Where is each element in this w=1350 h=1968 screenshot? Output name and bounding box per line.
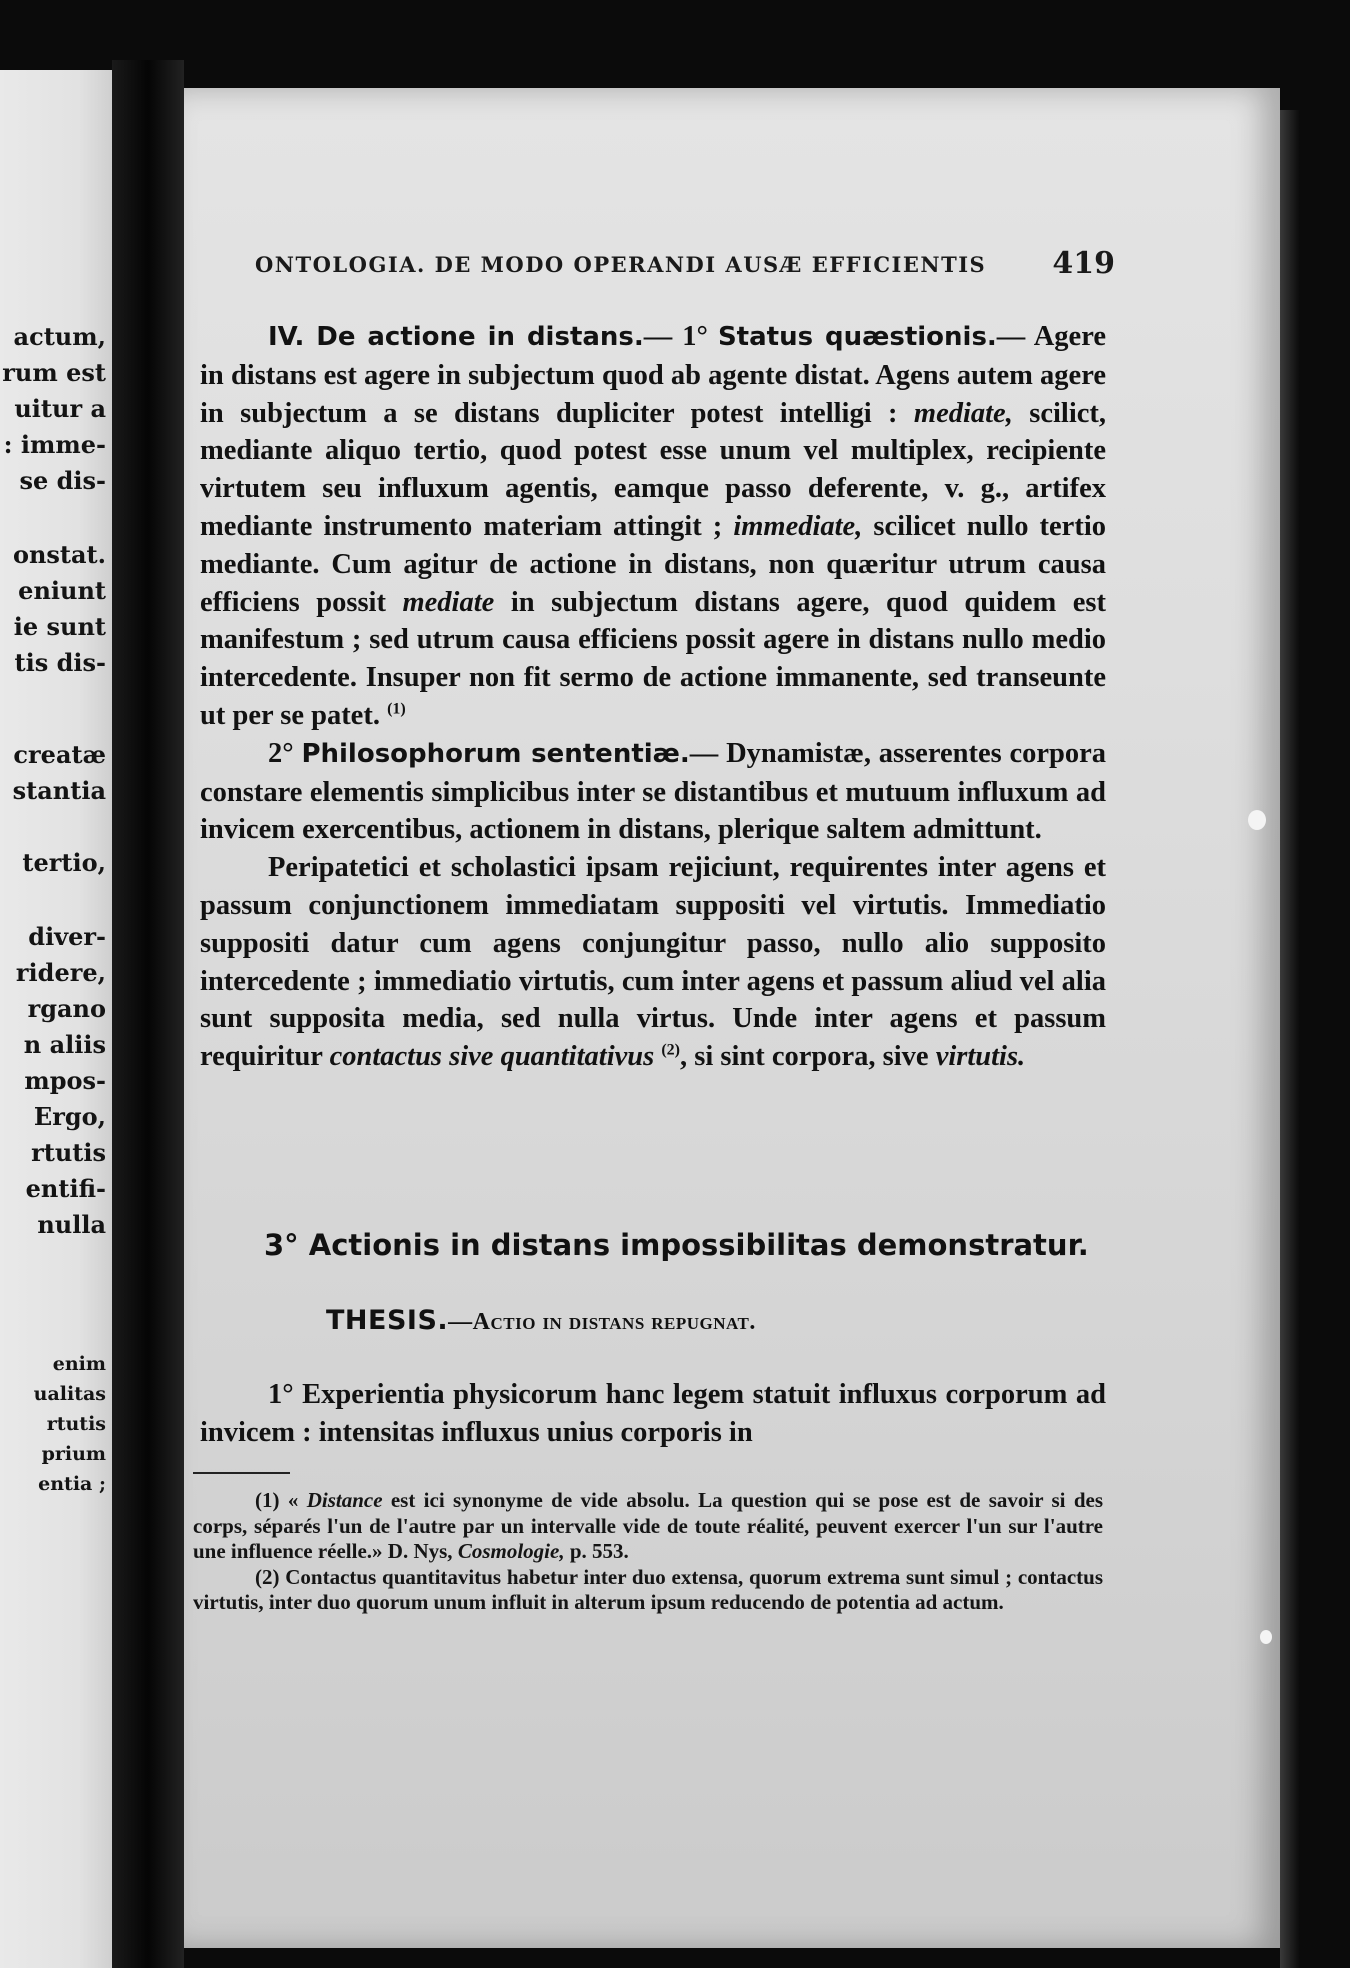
- left-fragment-line: eniunt: [18, 576, 106, 605]
- footnote-2-number: (2): [255, 1564, 280, 1589]
- footnote-2-text: Contactus quantitavitus habetur inter duo extensa, quorum extrema sunt simul ; contactus virtutis, inter duo quorum unum influit in alterum ipsum reducendo de potentia ad actum.: [193, 1564, 1103, 1614]
- footnote-2: [193, 1565, 1103, 1616]
- section-3-number: 3°: [264, 1228, 299, 1262]
- left-fragment-line: enim: [52, 1353, 106, 1375]
- status-quaestionis-heading: Status quæstionis.: [717, 322, 997, 352]
- section-3-title: Actionis in distans impossibilitas demonstratur.: [308, 1228, 1089, 1262]
- left-fragment-line: tis dis-: [14, 648, 106, 677]
- left-fragment-line: rtutis: [31, 1138, 106, 1167]
- left-fragment-line: uitur a: [14, 394, 106, 423]
- left-fragment-line: ie sunt: [13, 612, 106, 641]
- left-fragment-line: Ergo,: [33, 1102, 106, 1131]
- section-iv-sub-number: 1°: [682, 321, 708, 352]
- page-edge-shadow: [1280, 110, 1300, 1968]
- left-fragment-line: prium: [41, 1443, 106, 1465]
- thesis-line: [326, 1305, 1086, 1336]
- left-fragment-line: creatæ: [13, 740, 106, 769]
- footnote-ref-1: (1): [387, 700, 406, 718]
- term-contactus: contactus sive quantitativus: [329, 1041, 655, 1073]
- paper-blemish: [1260, 1630, 1272, 1644]
- left-fragment-line: nulla: [37, 1210, 106, 1239]
- left-page-fragment: [0, 70, 112, 1968]
- section-iv-text: in subjectum distans agere, quod quidem est manifestum ; sed utrum causa efficiens possit agere in distans nullo medio intercedente. Insuper non fit sermo de actione immanente, sed transeunte ut per se patet.: [200, 586, 1106, 731]
- thesis-text: —Actio in distans repugnat.: [448, 1309, 756, 1335]
- peripatetici-text: , si sint corpora, sive: [679, 1041, 936, 1073]
- section-iv-text: scilict, mediante aliquo tertio, quod potest esse unum vel multiplex, recipiente virtutem seu influxum agentis, eamque passo deferente, v. g., artifex mediante instrumento materiam attingit ;: [200, 397, 1106, 542]
- footnote-1-quote: «: [287, 1488, 307, 1512]
- left-fragment-line: diver-: [28, 922, 106, 951]
- footnote-1-text: est ici synonyme de vide absolu. La question qui se pose est de savoir si des corps, séparés l'un de l'autre par un intervalle vide de toute réalité, peuvent exercer l'un sur l'autre une influence réelle.»: [193, 1488, 1104, 1563]
- left-fragment-line: ualitas: [33, 1383, 106, 1405]
- left-fragment-line: actum,: [13, 322, 106, 351]
- footnote-1-term: Distance: [306, 1488, 383, 1512]
- footnote-1-work: Cosmologie,: [457, 1539, 565, 1563]
- section-iv-heading: IV. De actione in distans.: [268, 322, 644, 352]
- experientia-paragraph: [200, 1376, 1106, 1452]
- left-fragment-line: rtutis: [46, 1413, 106, 1435]
- term-mediate: mediate,: [913, 397, 1013, 429]
- footnote-1-author: D. Nys,: [387, 1539, 453, 1563]
- paper-blemish: [1248, 810, 1266, 830]
- thesis-label: THESIS.: [326, 1305, 449, 1336]
- footnote-1: [193, 1488, 1103, 1565]
- left-fragment-line: ridere,: [15, 958, 106, 987]
- term-virtutis: virtutis.: [935, 1041, 1026, 1073]
- term-immediate: immediate,: [733, 510, 863, 542]
- left-fragment-line: rgano: [27, 994, 106, 1023]
- peripatetici-text: Peripatetici et scholastici ipsam rejiciunt, requirentes inter agens et passum conjunctionem immediatam suppositi vel virtutis. Immediatio suppositi datur cum agens conjungitur passo, nullo alio supposito intercedente ; immediatio virtutis, cum inter agens et passum aliud vel alia sunt supposita media, sed nulla virtus. Unde inter agens et passum requiritur: [200, 852, 1106, 1073]
- footnote-1-number: (1): [255, 1488, 280, 1512]
- left-fragment-line: n aliis: [23, 1030, 106, 1059]
- footnotes: [193, 1488, 1103, 1616]
- footnote-1-page: p. 553.: [564, 1539, 629, 1563]
- running-head-title: ONTOLOGIA. DE MODO OPERANDI AUSÆ EFFICIENTIS: [255, 252, 987, 277]
- left-fragment-line: se dis-: [19, 466, 106, 495]
- section-3-heading: [264, 1228, 1124, 1262]
- left-fragment-line: mpos-: [24, 1066, 106, 1095]
- left-fragment-line: onstat.: [12, 540, 106, 569]
- footnote-ref-2: (2): [661, 1041, 680, 1059]
- left-fragment-line: entifi-: [25, 1174, 106, 1203]
- left-fragment-line: : imme-: [3, 430, 106, 459]
- running-head: [255, 246, 1115, 284]
- book-gutter: [112, 60, 184, 1968]
- section-iv-paragraph: IV. De actione in distans.— 1° Status quæstionis.— Agere in distans est agere in subjectum quod ab agente distat. Agens autem agere in subjectum a se distans dupliciter potest intelligi : mediate, scilict, mediante aliquo tertio, quod potest esse unum vel multiplex, recipiente virtutem seu influxum agentis, eamque passo deferente, v. g., artifex mediante instrumento materiam attingit ; immediate, scilicet nullo tertio mediante. Cum agitur de actione in distans, non quæritur utrum causa efficiens possit mediate in subjectum distans agere, quod quidem est manifestum ; sed utrum causa efficiens possit agere in distans nullo medio intercedente. Insuper non fit sermo de actione immanente, sed transeunte ut per se patet. $^{(1)}$ 2° Philosophorum sententiæ.— Dynamistæ, asserentes corpora constare elementis simplicibus inter se distantibus et mutuum influxum ad invicem exercentibus, actionem in distans, plerique saltem admittunt. Peripatetici et scholastici ipsam rejiciunt, requirentes inter agens et passum conjunctionem immediatam suppositi vel virtutis. Immediatio suppositi datur cum agens conjungitur passo, nullo alio supposito intercedente ; immediatio virtutis, cum inter agens et passum aliud vel alia sunt supposita media, sed nulla virtus. Unde inter agens et passum requiritur contactus sive quantitativus $^{(2)}$, si sint corpora, sive virtutis.: [200, 321, 1107, 1073]
- left-fragment-line: rum est: [2, 358, 106, 387]
- left-fragment-line: tertio,: [22, 848, 106, 877]
- footnote-rule: [193, 1472, 290, 1474]
- left-fragment-line: stantia: [12, 776, 106, 805]
- section-iv-text: scilicet nullo tertio mediante. Cum agitur de actione in distans, non quæritur utrum causa efficiens possit: [200, 510, 1106, 618]
- experientia-text: 1° Experientia physicorum hanc legem statuit influxus corporum ad invicem : intensitas influxus unius corporis in: [200, 1379, 1106, 1448]
- page-number: 419: [1052, 246, 1115, 281]
- section-2-heading: Philosophorum sententiæ.: [301, 738, 690, 769]
- left-fragment-line: entia ;: [38, 1473, 106, 1495]
- section-iv-text: Agere in distans est agere in subjectum quod ab agente distat. Agens autem agere in subjectum a se distans dupliciter potest intelligi :: [200, 321, 1106, 429]
- section-2-text: Dynamistæ, asserentes corpora constare elementis simplicibus inter se distantibus et mutuum influxum ad invicem exercentibus, actionem in distans, plerique saltem admittunt.: [200, 737, 1107, 846]
- section-2-number: 2°: [268, 737, 294, 769]
- term-mediate-2: mediate: [402, 586, 495, 618]
